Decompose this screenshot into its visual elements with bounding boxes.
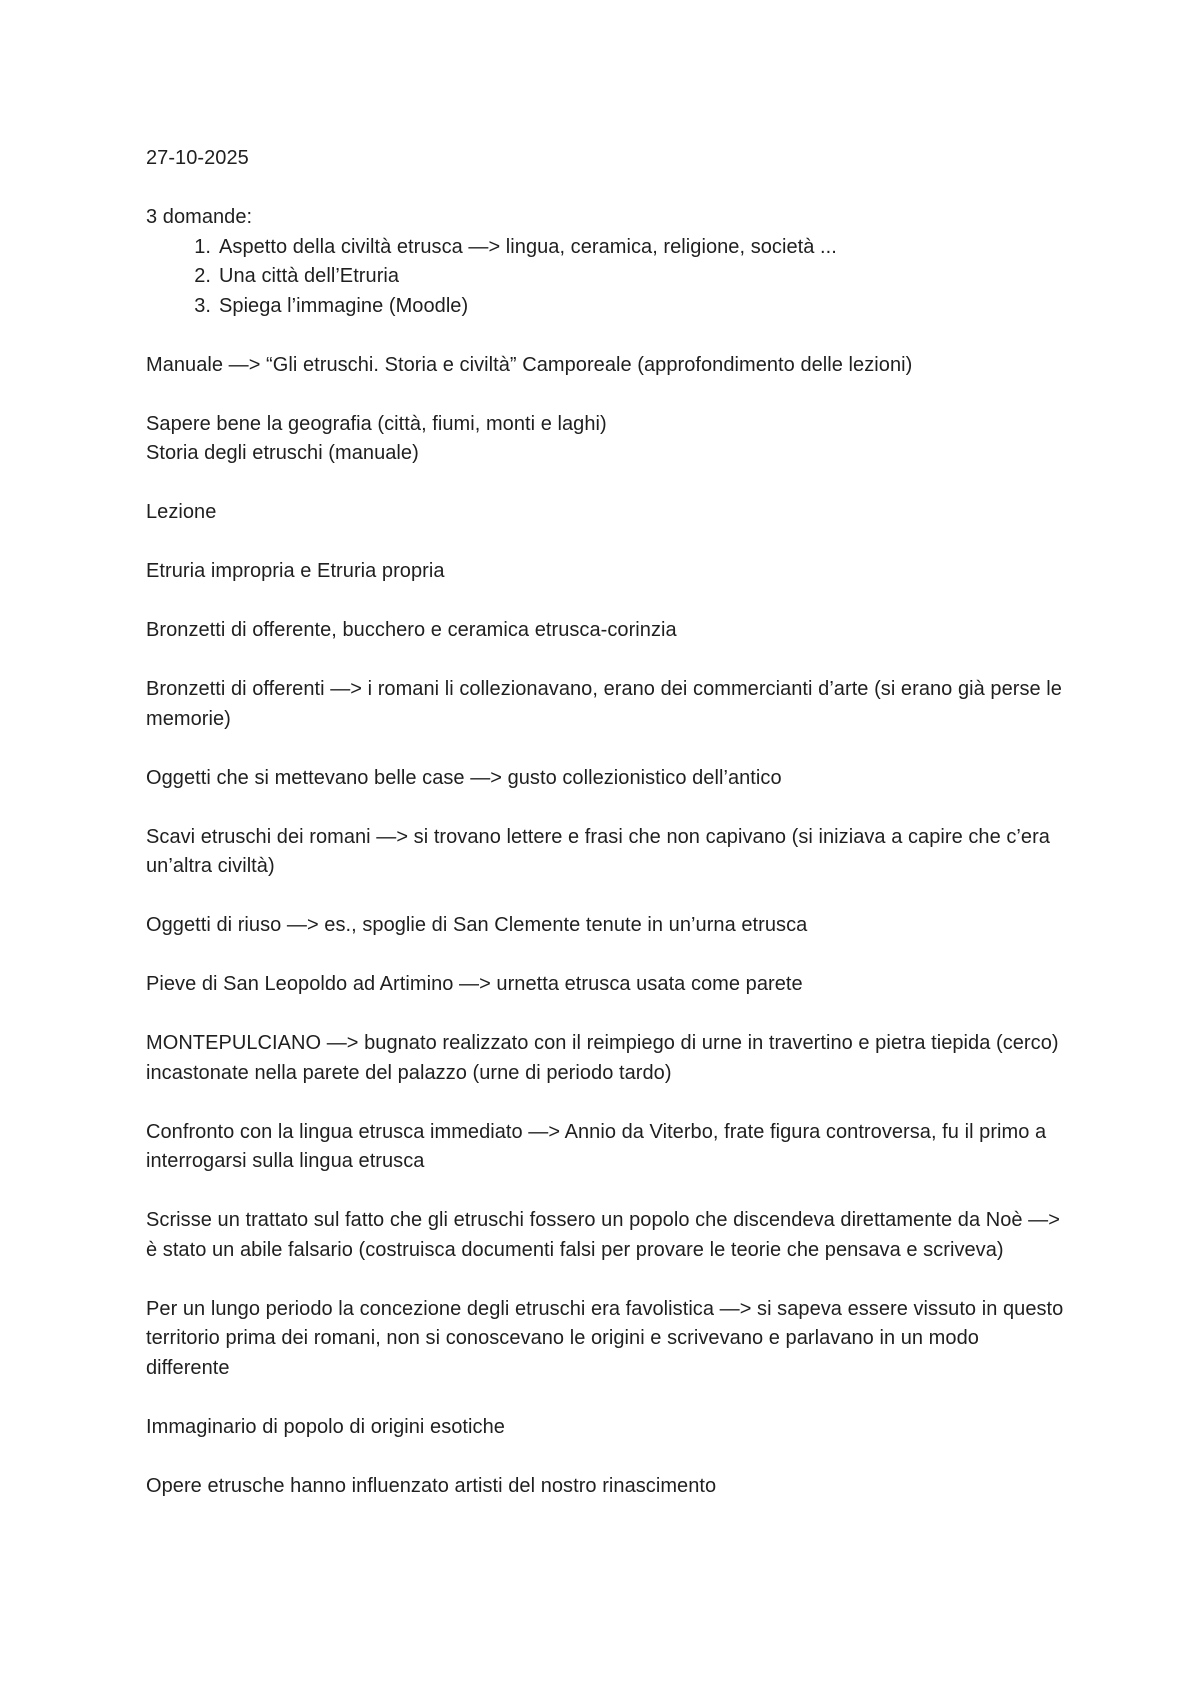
- paragraph: Bronzetti di offerente, bucchero e ceramica etrusca-corinzia: [146, 619, 677, 641]
- questions-intro: 3 domande:: [146, 206, 253, 228]
- list-number: 2.: [194, 265, 211, 287]
- list-item-text: Aspetto della civiltà etrusca —> lingua, ceramica, religione, società ...: [219, 235, 837, 258]
- list-number: 1.: [194, 235, 211, 258]
- date-line: 27-10-2025: [146, 147, 249, 169]
- manual-line: Manuale —> “Gli etruschi. Storia e civiltà” Camporeale (approfondimento delle lezioni): [146, 353, 913, 376]
- paragraph: Scavi etruschi dei romani —> si trovano lettere e frasi che non capivano (si iniziava a capire che c’era un’altra civiltà): [146, 825, 1050, 877]
- paragraph: Pieve di San Leopoldo ad Artimino —> urnetta etrusca usata come parete: [146, 973, 803, 995]
- paragraph: Scrisse un trattato sul fatto che gli etruschi fossero un popolo che discendeva direttamente da Noè —> è stato un abile falsario (costruisca documenti falsi per provare le teorie che pensava e scriveva): [146, 1209, 1060, 1261]
- list-item-text: Spiega l’immagine (Moodle): [219, 294, 469, 317]
- list-item: [146, 233, 1066, 263]
- paragraph: Opere etrusche hanno influenzato artisti del nostro rinascimento: [146, 1474, 717, 1497]
- paragraph: Confronto con la lingua etrusca immediato —> Annio da Viterbo, frate figura controversa, fu il primo a interrogarsi sulla lingua etrusca: [146, 1120, 1047, 1172]
- paragraph: Per un lungo periodo la concezione degli etruschi era favolistica —> si sapeva essere vissuto in questo territorio prima dei romani, non si conoscevano le origini e scrivevano e parlavano in un modo differente: [146, 1297, 1064, 1379]
- list-item-text: Una città dell’Etruria: [219, 265, 400, 287]
- document-page: [146, 144, 1066, 1531]
- paragraph: Etruria impropria e Etruria propria: [146, 560, 445, 582]
- paragraph: Immaginario di popolo di origini esotiche: [146, 1415, 505, 1438]
- list-item: [146, 262, 1066, 292]
- lesson-heading: Lezione: [146, 501, 217, 523]
- list-number: 3.: [194, 294, 211, 317]
- paragraph: Bronzetti di offerenti —> i romani li collezionavano, erano dei commercianti d’arte (si erano già perse le memorie): [146, 678, 1062, 730]
- paragraph: Oggetti che si mettevano belle case —> gusto collezionistico dell’antico: [146, 766, 782, 789]
- list-item: [146, 292, 1066, 322]
- paragraph: Oggetti di riuso —> es., spoglie di San Clemente tenute in un’urna etrusca: [146, 914, 808, 936]
- paragraph: MONTEPULCIANO —> bugnato realizzato con il reimpiego di urne in travertino e pietra tiepida (cerco) incastonate nella parete del palazzo (urne di periodo tardo): [146, 1032, 1059, 1084]
- questions-list: [146, 233, 1066, 322]
- geography-line: Sapere bene la geografia (città, fiumi, monti e laghi): [146, 412, 607, 435]
- history-line: Storia degli etruschi (manuale): [146, 442, 419, 464]
